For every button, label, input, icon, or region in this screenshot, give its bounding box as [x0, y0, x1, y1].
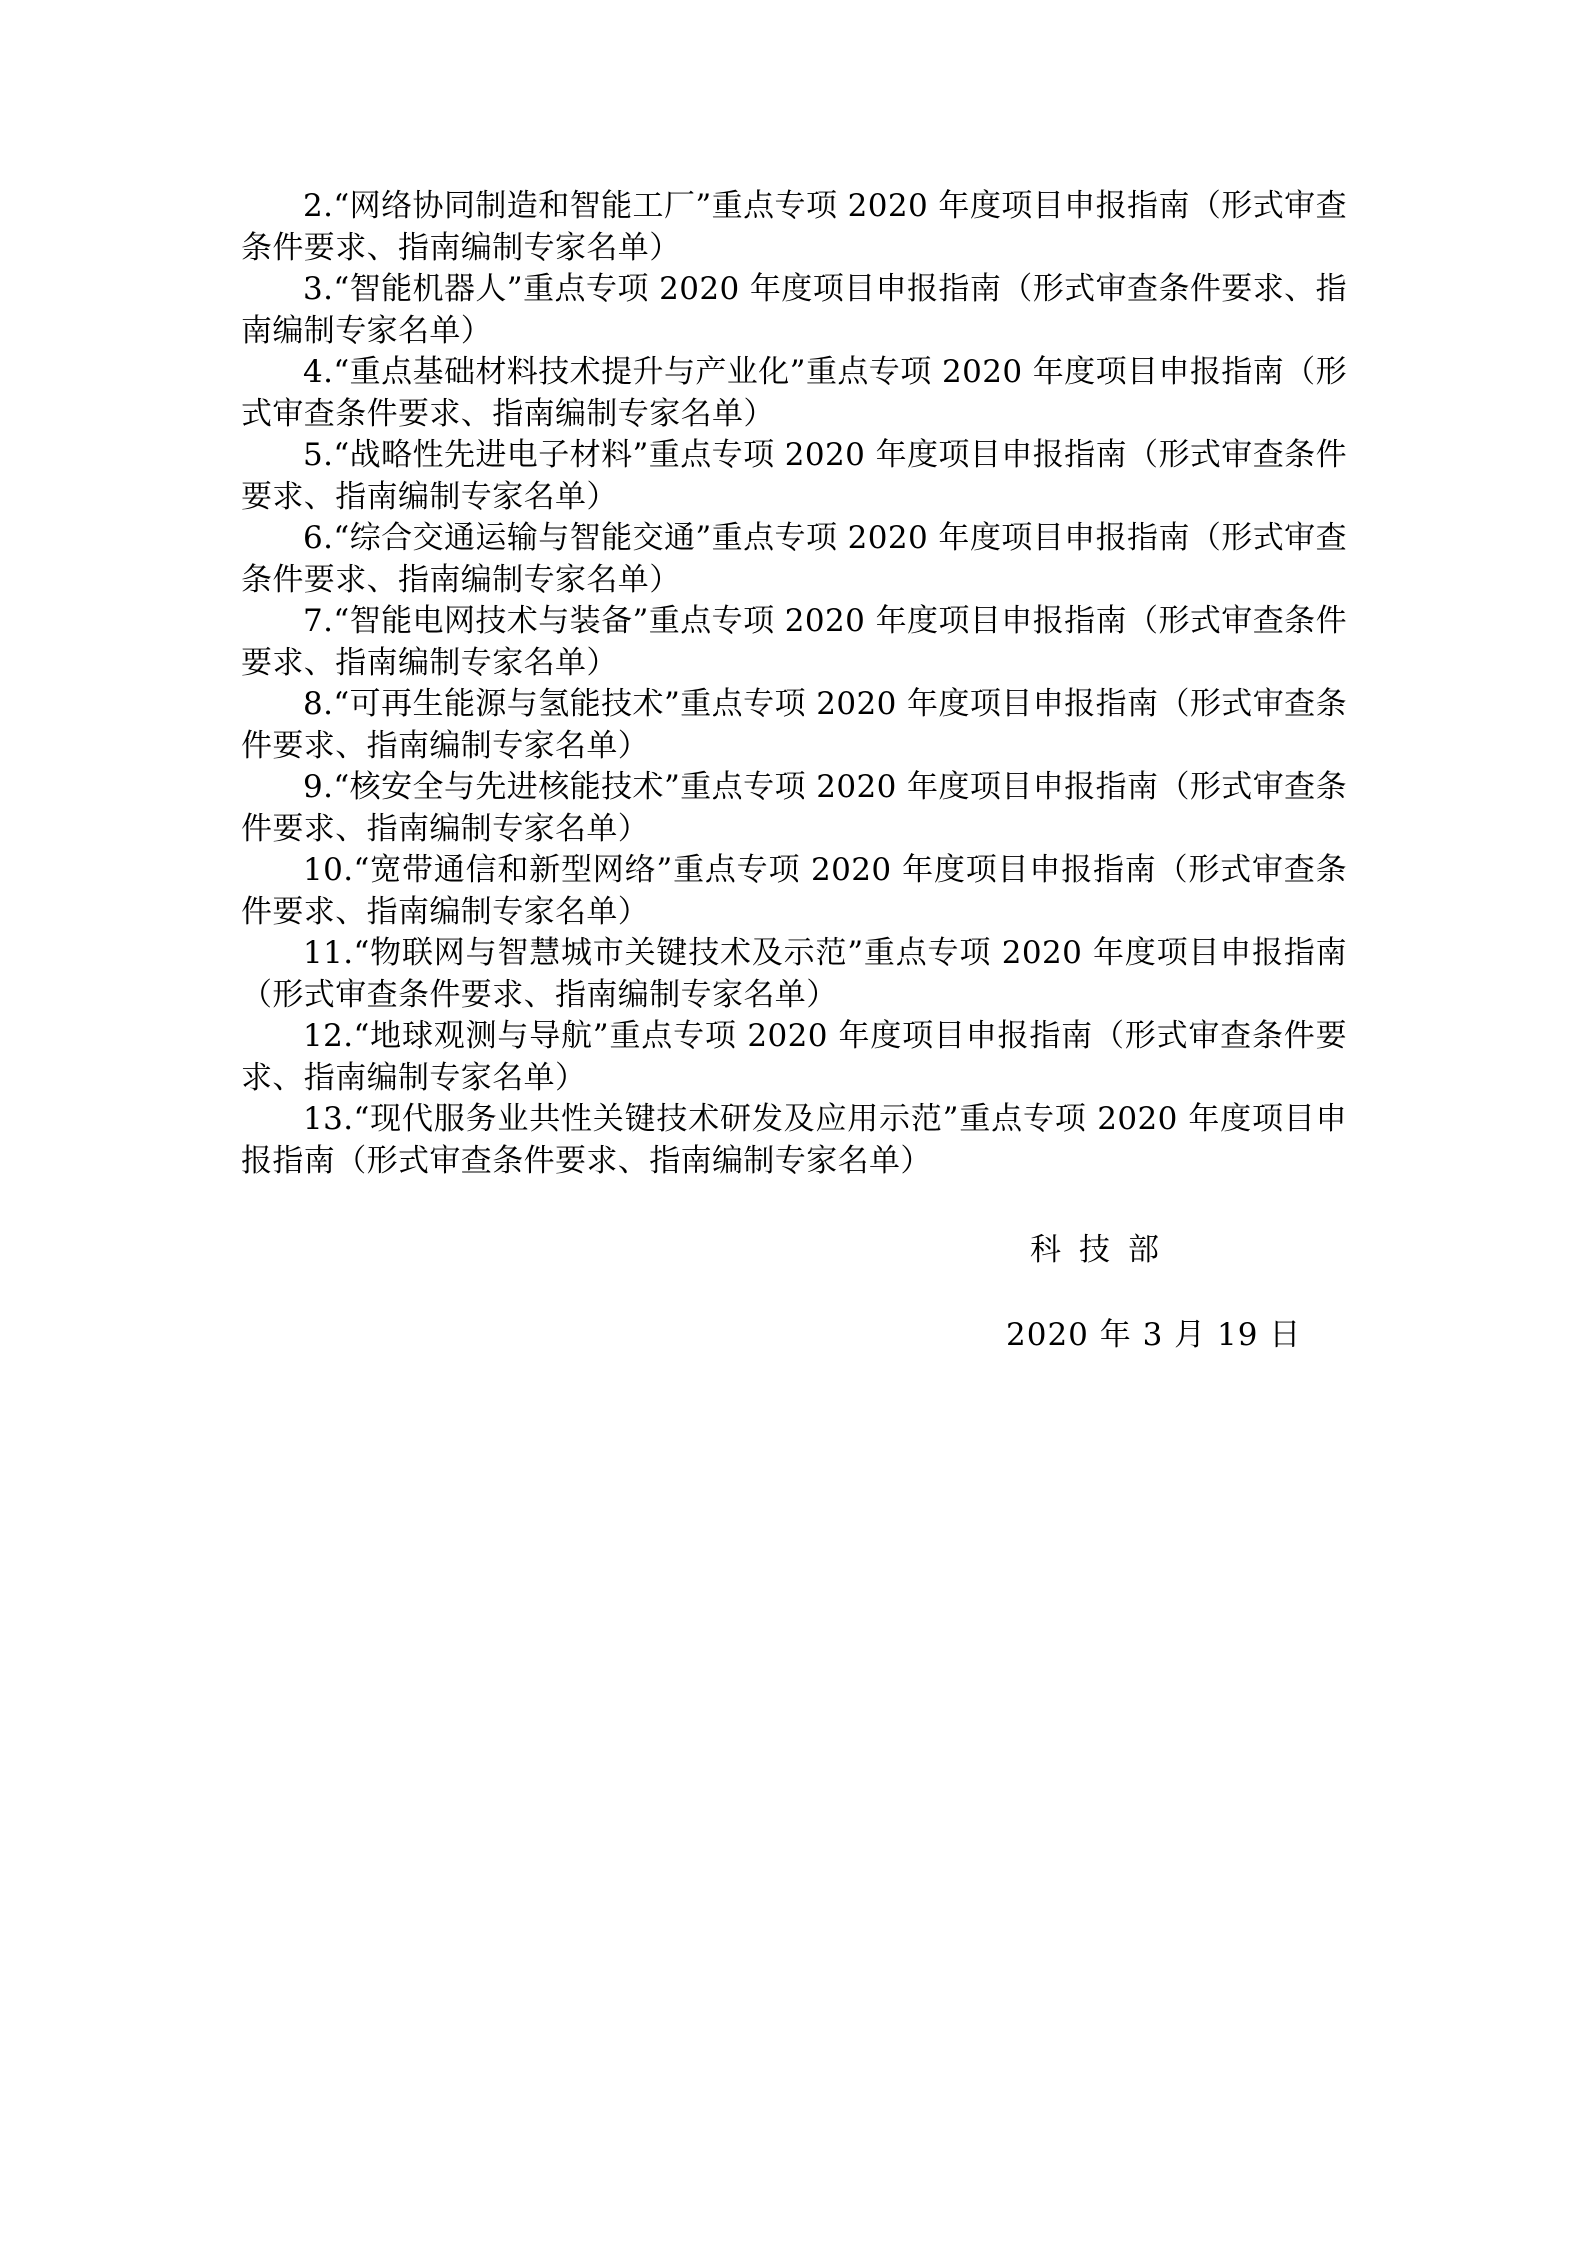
- list-item: 4.“重点基础材料技术提升与产业化”重点专项 2020 年度项目申报指南（形式审查条件要求、指南编制专家名单）: [241, 354, 1347, 432]
- list-item: 10.“宽带通信和新型网络”重点专项 2020 年度项目申报指南（形式审查条件要求、指南编制专家名单）: [241, 852, 1347, 930]
- list-item: 9.“核安全与先进核能技术”重点专项 2020 年度项目申报指南（形式审查条件要求、指南编制专家名单）: [241, 769, 1347, 847]
- list-item: 3.“智能机器人”重点专项 2020 年度项目申报指南（形式审查条件要求、指南编制专家名单）: [241, 271, 1347, 349]
- signature-date: 2020 年 3 月 19 日: [1006, 1317, 1302, 1353]
- list-item: 5.“战略性先进电子材料”重点专项 2020 年度项目申报指南（形式审查条件要求、指南编制专家名单）: [241, 437, 1347, 515]
- list-item: 2.“网络协同制造和智能工厂”重点专项 2020 年度项目申报指南（形式审查条件要求、指南编制专家名单）: [241, 188, 1347, 266]
- attachment-list: [241, 186, 1347, 1182]
- signature-organization: 科技部: [1030, 1232, 1177, 1268]
- list-item: 8.“可再生能源与氢能技术”重点专项 2020 年度项目申报指南（形式审查条件要求、指南编制专家名单）: [241, 686, 1347, 764]
- list-item: 12.“地球观测与导航”重点专项 2020 年度项目申报指南（形式审查条件要求、指南编制专家名单）: [241, 1018, 1347, 1096]
- list-item: 11.“物联网与智慧城市关键技术及示范”重点专项 2020 年度项目申报指南（形式审查条件要求、指南编制专家名单）: [241, 935, 1347, 1013]
- list-item: 13.“现代服务业共性关键技术研发及应用示范”重点专项 2020 年度项目申报指南（形式审查条件要求、指南编制专家名单）: [241, 1101, 1347, 1179]
- list-item: 7.“智能电网技术与装备”重点专项 2020 年度项目申报指南（形式审查条件要求、指南编制专家名单）: [241, 603, 1347, 681]
- list-item: 6.“综合交通运输与智能交通”重点专项 2020 年度项目申报指南（形式审查条件要求、指南编制专家名单）: [241, 520, 1347, 598]
